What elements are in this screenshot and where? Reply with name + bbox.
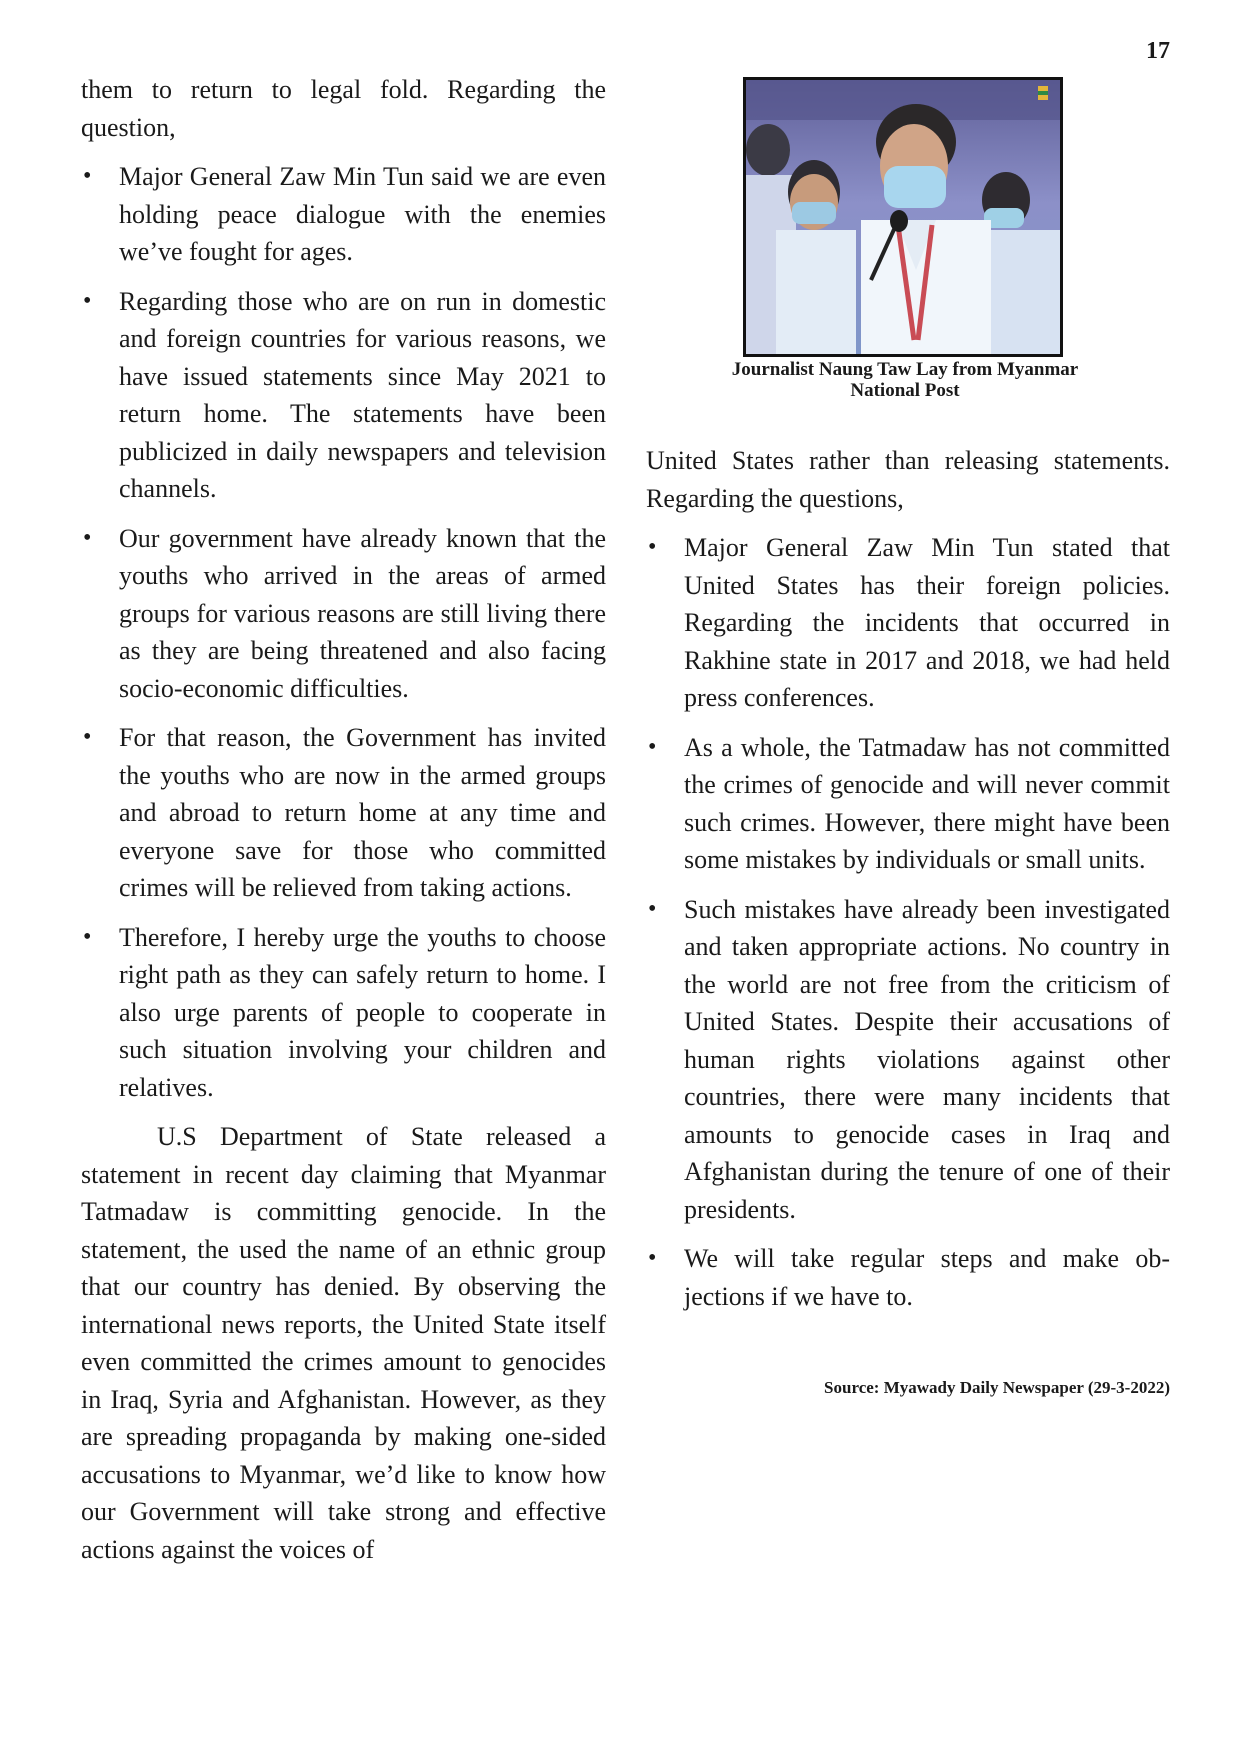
left-column: [81, 71, 606, 1568]
list-item: • As a whole, the Tatmadaw has not committed the crimes of genocide and will never commit such crimes. However, there might have been some mistakes by individuals or small units.: [646, 729, 1170, 879]
photo-caption: Journalist Naung Taw Lay from Myanmar National Post: [731, 359, 1079, 401]
left-intro-paragraph: them to return to legal fold. Regarding the question,: [81, 75, 606, 142]
list-item: • Major General Zaw Min Tun stated that United States has their foreign policies. Regarding the incidents that occurred in Rakhine state in 2017 and 2018, we had held press conferences.: [646, 529, 1170, 717]
source-citation: Source: Myawady Daily Newspaper (29-3-2022): [824, 1378, 1170, 1397]
list-item: • Such mistakes have already been investigated and taken appropriate actions. No country in the world are not free from the criticism of United States. Despite their accusations of human rights violations against other countries, there were many incidents that amounts to genocide cases in Iraq and Afghanistan during the tenure of one of their presidents.: [646, 891, 1170, 1229]
journalist-photo: [743, 77, 1063, 357]
left-bullet-list: [81, 158, 606, 1106]
right-bullet-list: [646, 529, 1170, 1315]
bullet-icon: •: [648, 895, 657, 922]
bullet-icon: •: [83, 287, 92, 314]
bullet-icon: •: [648, 733, 657, 760]
bullet-icon: •: [83, 724, 92, 750]
photo-figure: [743, 77, 1063, 357]
right-intro-paragraph: United States rather than releasing statements. Regarding the questions,: [646, 446, 1170, 513]
list-item: • For that reason, the Government has invited the youths who are now in the armed groups and abroad to return home at any time and everyone save for those who committed crimes will be relieved from taking actions.: [81, 719, 606, 907]
list-item: • We will take regular steps and make objections if we have to.: [646, 1240, 1170, 1315]
list-item: • Major General Zaw Min Tun said we are even holding peace dialogue with the enemies we’ve fought for ages.: [81, 158, 606, 271]
bullet-icon: •: [648, 534, 657, 560]
list-item: • Regarding those who are on run in domestic and foreign countries for various reasons, we have issued statements since May 2021 to return home. The statements have been publicized in daily newspapers and television channels.: [81, 283, 606, 508]
bullet-icon: •: [83, 524, 92, 551]
photo-illustration: [746, 80, 1060, 354]
bullet-icon: •: [83, 923, 92, 950]
list-item: • Therefore, I hereby urge the youths to choose right path as they can safely return to home. I also urge parents of people to cooperate in such situation involving your children and relatives.: [81, 919, 606, 1107]
right-column: [646, 442, 1170, 1327]
page-number: 17: [1146, 38, 1170, 64]
left-body-paragraph: U.S Department of State released a statement in recent day claiming that Myanmar Tatmadaw is committing genocide. In the statement, the used the name of an ethnic group that our country has denied. By observing the international news reports, the United State itself even committed the crimes amount to genocides in Iraq, Syria and Afghanistan. However, as they are spreading propaganda by making one-sided accusations to Myanmar, we’d like to know how our Government will take strong and effective actions against the voices of: [81, 1122, 606, 1564]
list-item: • Our government have already known that the youths who arrived in the areas of armed groups for various reasons are still living there as they are being threatened and also facing socio-economic difficulties.: [81, 520, 606, 708]
bullet-icon: •: [83, 163, 92, 189]
bullet-icon: •: [648, 1245, 657, 1271]
